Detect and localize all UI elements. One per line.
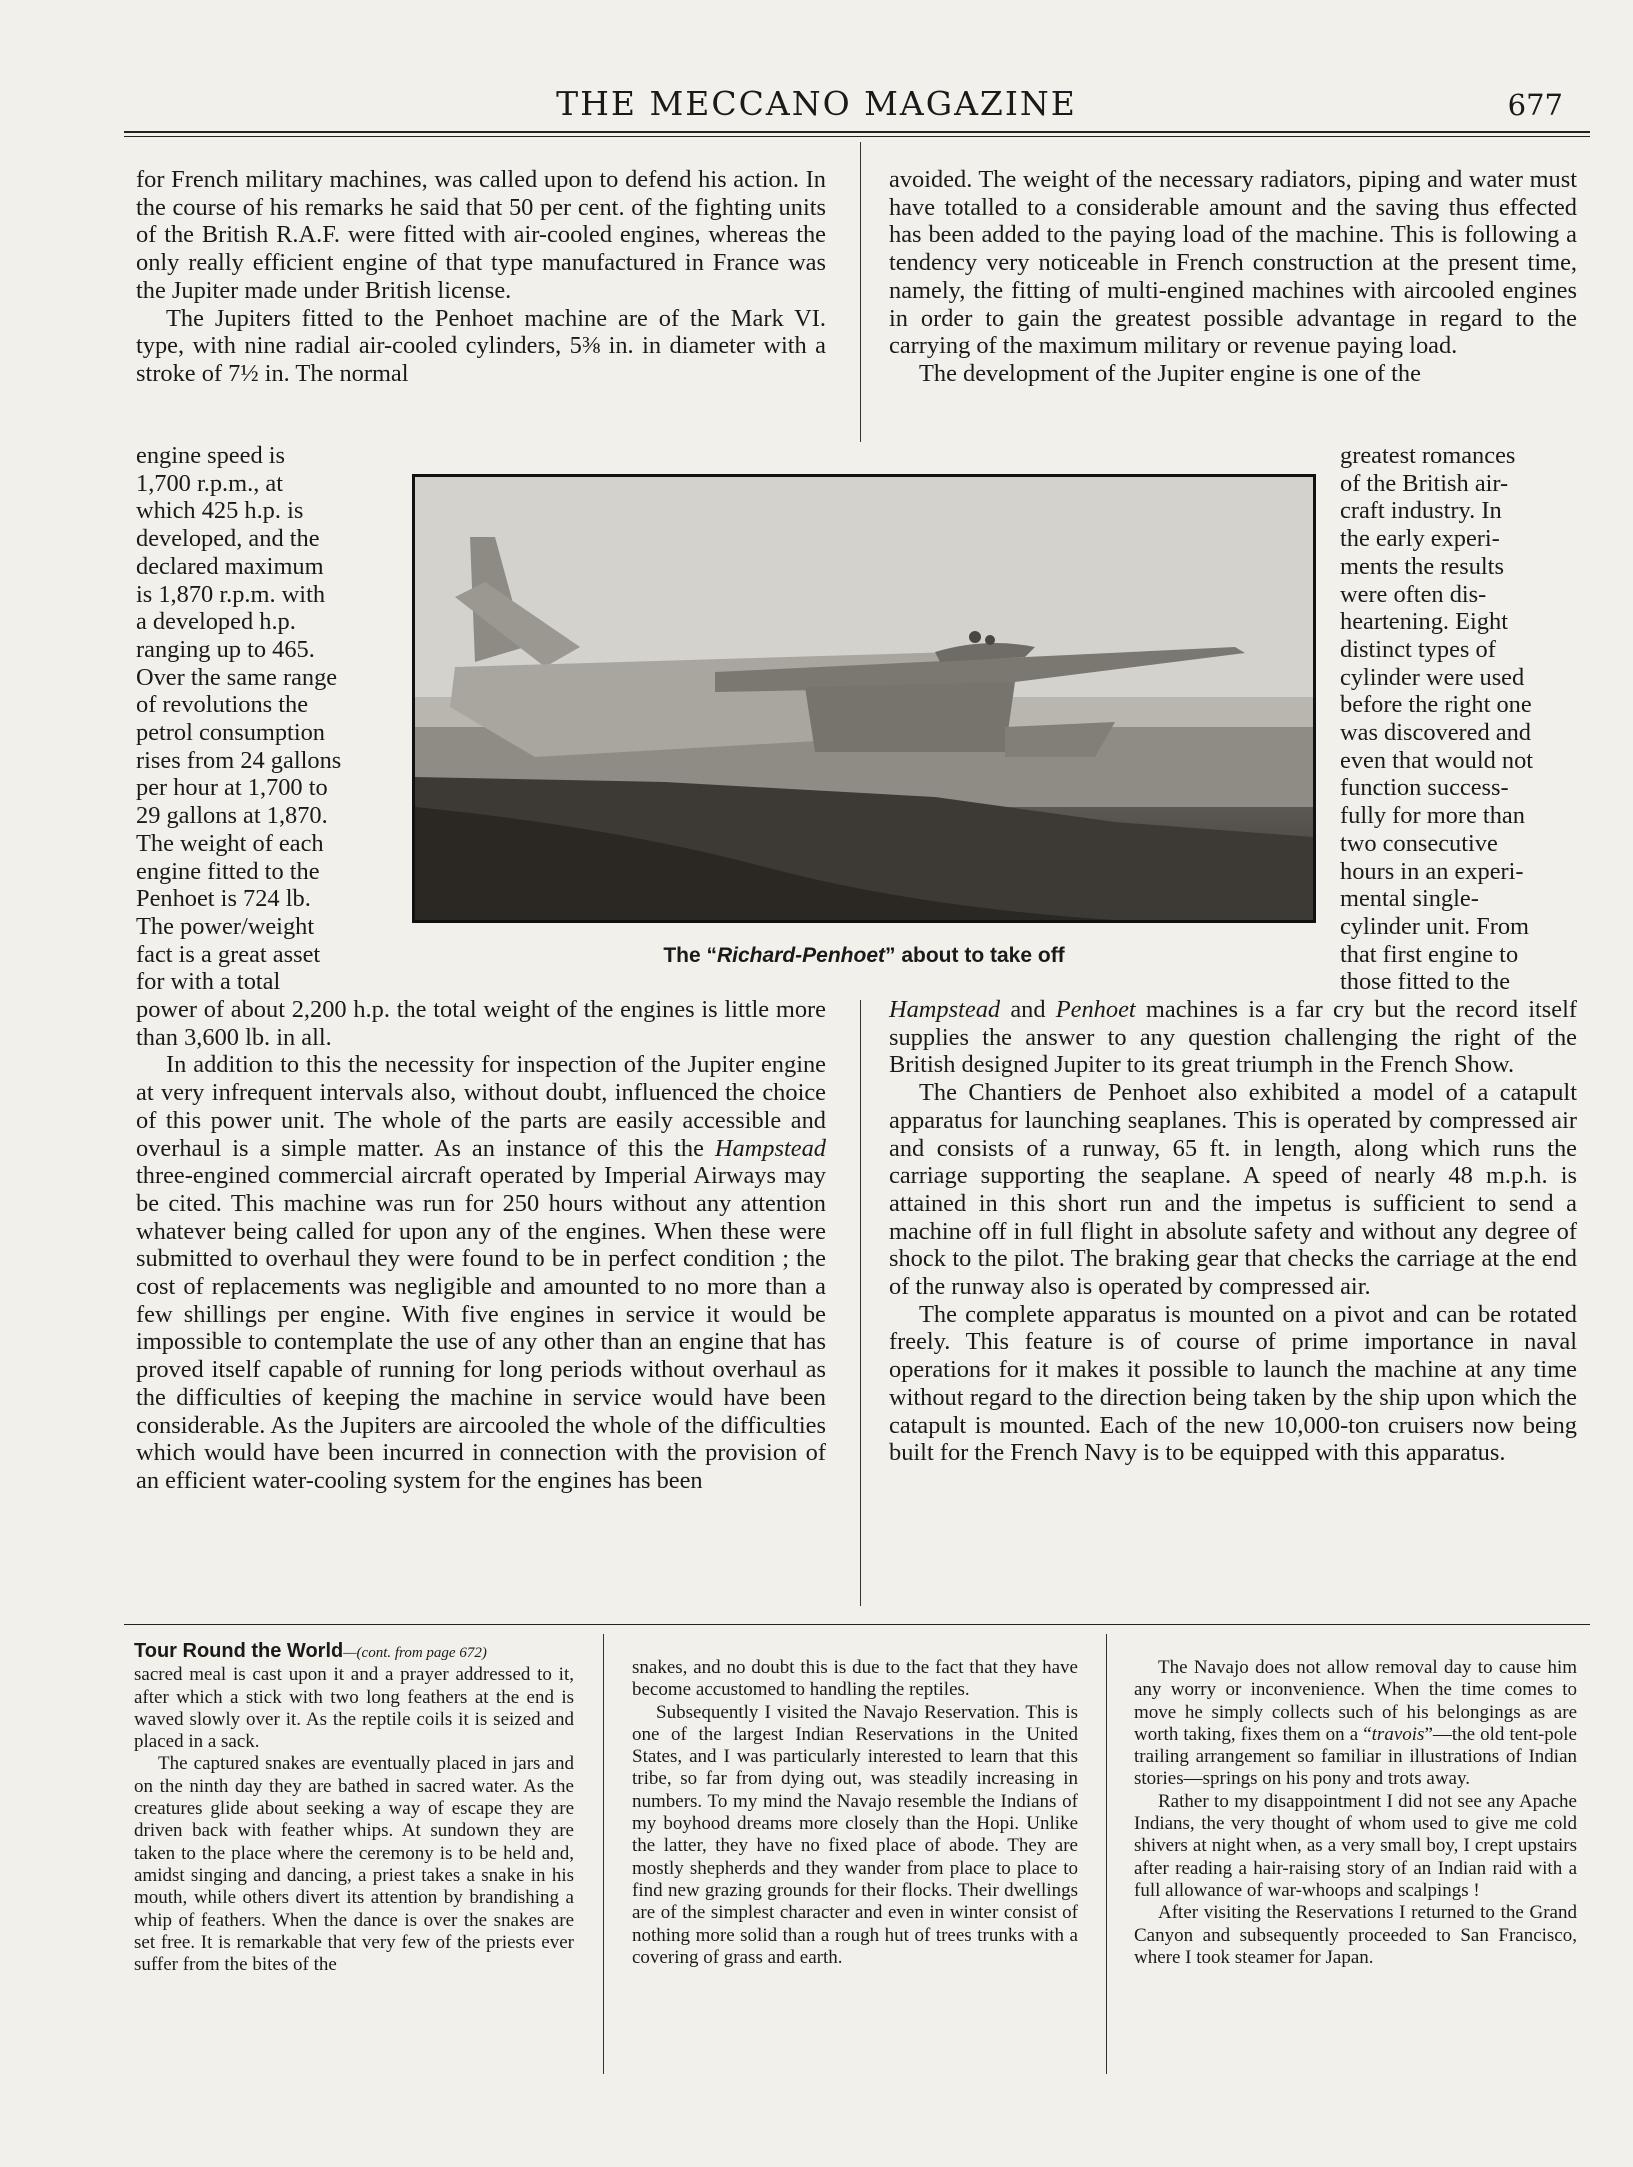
caption-suffix: ” about to take off [885, 944, 1065, 967]
right-column-bottom [889, 996, 1577, 1467]
left-column-top [136, 166, 826, 388]
narrow-line: was discovered and [1340, 719, 1531, 747]
bottom-column-3 [1134, 1657, 1577, 1969]
narrow-line: function success- [1340, 774, 1509, 802]
column-divider-lower [860, 1000, 861, 1606]
narrow-line: petrol consumption [136, 719, 326, 747]
narrow-line: rises from 24 gallons [136, 746, 342, 774]
bottom-c3-p3: After visiting the Reservations I returned to the Grand Canyon and subsequently proceeded to San Francisco, where I took steamer for Japan. [1134, 1902, 1577, 1968]
narrow-line: mental single- [1340, 885, 1479, 913]
narrow-line: which 425 h.p. is [136, 497, 304, 525]
narrow-line: the early experi- [1340, 525, 1500, 553]
right-paragraph-1: avoided. The weight of the necessary radiators, piping and water must have totalled to a considerable amount and the saving thus effected has been added to the paying load of the machine. This is following a tendency very noticeable in French construction at the present time, namely, the fitting of multi-engined machines with aircooled engines in order to gain the greatest possible advantage in regard to the carrying of the maximum military or revenue paying load. [889, 166, 1577, 360]
narrow-line: craft industry. In [1340, 497, 1502, 525]
narrow-line: 29 gallons at 1,870. [136, 802, 328, 830]
caption-prefix: The “ [663, 944, 717, 967]
right-column-top [889, 166, 1577, 388]
right-narrow-text [1340, 442, 1577, 996]
bottom-c3-p1 [1134, 1657, 1577, 1791]
left-paragraph-2: The Jupiters fitted to the Penhoet machine are of the Mark VI. type, with nine radial air-cooled cylinders, 5⅜ in. in diameter with a stroke of 7½ in. The normal [136, 304, 826, 387]
narrow-line: The weight of each [136, 829, 324, 857]
narrow-line: Over the same range [136, 663, 338, 691]
narrow-line: before the right one [1340, 691, 1532, 719]
narrow-line: greatest romances [1340, 442, 1516, 469]
left-column-bottom [136, 996, 826, 1495]
narrow-line: is 1,870 r.p.m. with [136, 580, 326, 608]
narrow-line: for with a total [136, 968, 281, 996]
left-p4-text: In addition to this the necessity for inspection of the Jupiter engine at very infrequent intervals also, without doubt, influenced the choice of this power unit. The whole of the parts are easily accessible and overhaul is a simple matter. As an instance of this the [136, 1051, 826, 1162]
narrow-line: cylinder unit. From [1340, 912, 1530, 940]
right-p3-text: machines is a far cry but the record itself supplies the answer to any question challenging the right of the British designed Jupiter to its great triumph in the French Show. [889, 996, 1577, 1079]
narrow-line: were often dis- [1340, 580, 1487, 608]
seaplane-photograph [412, 474, 1316, 923]
left-paragraph-1: for French military machines, was called upon to defend his action. In the course of his remarks he said that 50 per cent. of the fighting units of the British R.A.F. were fitted with air-cooled engines, whereas the only really efficient engine of that type manufactured in France was the Jupiter made under British license. [136, 166, 826, 304]
left-narrow-text [136, 442, 376, 996]
bottom-c3-p2: Rather to my disappointment I did not see any Apache Indians, the very thought of whom used to give me cold shivers at night when, as a very small boy, I crept upstairs after reading a hair-raising story of an Indian raid with a full allowance of war-whoops and scalpings ! [1134, 1790, 1577, 1901]
photo-caption [412, 944, 1316, 968]
column-divider-upper [860, 142, 861, 442]
bottom-divider-2 [1106, 1634, 1107, 2074]
bottom-c1-p1: sacred meal is cast upon it and a prayer addressed to it, after which a stick with two long feathers at the end is waved slowly over it. As the reptile coils it is seized and placed in a sack. [134, 1664, 574, 1753]
narrow-line: of revolutions the [136, 691, 309, 719]
seaplane-illustration [415, 477, 1313, 920]
narrow-line: per hour at 1,700 to [136, 774, 328, 802]
narrow-line: engine fitted to the [136, 857, 320, 885]
caption-aircraft-name: Richard-Penhoet [716, 944, 886, 967]
narrow-line: distinct types of [1340, 635, 1496, 663]
magazine-title: THE MECCANO MAGAZINE [556, 84, 1077, 123]
narrow-line: two consecutive [1340, 829, 1498, 857]
narrow-line: 1,700 r.p.m., at [136, 469, 284, 497]
narrow-line: even that would not [1340, 746, 1534, 774]
narrow-line: developed, and the [136, 525, 320, 553]
narrow-line: fully for more than [1340, 802, 1525, 830]
bottom-c2-p1: snakes, and no doubt this is due to the fact that they have become accustomed to handling the reptiles. [632, 1657, 1078, 1701]
narrow-line: ments the results [1340, 552, 1504, 580]
article-heading: Tour Round the World [134, 1640, 344, 1662]
bottom-heading [134, 1640, 574, 1664]
narrow-line: those fitted to the [1340, 968, 1511, 996]
right-paragraph-2: The development of the Jupiter engine is one of the [919, 359, 1421, 387]
bottom-divider-1 [603, 1634, 604, 2074]
narrow-line: of the British air- [1340, 469, 1509, 497]
left-paragraph-3: power of about 2,200 h.p. the total weight of the engines is little more than 3,600 lb. in all. [136, 996, 826, 1051]
header-rule-top [124, 131, 1590, 133]
narrow-line: cylinder were used [1340, 663, 1525, 691]
c3-p1-text: The Navajo does not allow removal day to cause him any worry or inconvenience. When the time comes to move he simply collects such of his belongings as are worth taking, fixes them on a “ [1134, 1657, 1577, 1745]
aircraft-name-hampstead: Hampstead [714, 1134, 826, 1162]
right-paragraph-5: The complete apparatus is mounted on a pivot and can be rotated freely. This feature is of course of prime importance in naval operations for it makes it possible to launch the machine at any time without regard to the direction being taken by the ship upon which the catapult is mounted. Each of the new 10,000-ton cruisers now being built for the French Navy is to be equipped with this apparatus. [889, 1300, 1577, 1467]
left-p4-text-cont: three-engined commercial aircraft operated by Imperial Airways may be cited. This machine was run for 250 hours without any attention whatever being called for upon any of the engines. When these were submitted to overhaul they were found to be in perfect condition ; the cost of replacements was negligible and amounted to no more than a few shillings per engine. With five engines in service it would be impossible to contemplate the use of any other than an engine that has proved itself capable of running for long periods without overhaul as the difficulties of keeping the machine in service would have been considerable. As the Jupiters are aircooled the whole of the difficulties which would have been incurred in connection with the provision of an efficient water-cooling system for the engines has been [136, 1162, 826, 1494]
right-p3-and: and [1010, 996, 1046, 1023]
narrow-line: a developed h.p. [136, 608, 296, 636]
left-paragraph-4 [136, 1051, 826, 1494]
bottom-section-rule [124, 1624, 1590, 1625]
bottom-column-1 [134, 1640, 574, 1976]
narrow-line: engine speed is [136, 442, 286, 469]
travois-word: travois [1371, 1723, 1425, 1745]
narrow-line: that first engine to [1340, 940, 1519, 968]
bottom-column-2 [632, 1657, 1078, 1969]
aircraft-name-hampstead: Hampstead [889, 996, 1001, 1023]
narrow-line: The power/weight [136, 912, 315, 940]
narrow-line: fact is a great asset [136, 940, 321, 968]
bottom-c2-p2: Subsequently I visited the Navajo Reservation. This is one of the largest Indian Reservations in the United States, and I was particularly interested to learn that this tribe, so far from dying out, was steadily increasing in numbers. To my mind the Navajo resemble the Indians of my boyhood dreams more closely than the Hopi. Unlike the latter, they have no fixed place of abode. They are mostly shepherds and they wander from place to place to find new grazing grounds for their flocks. Their dwellings are of the simplest character and even in winter consist of nothing more solid than a rough hut of trees trunks with a covering of grass and earth. [632, 1701, 1078, 1968]
narrow-line: ranging up to 465. [136, 635, 315, 663]
right-paragraph-3 [889, 996, 1577, 1079]
narrow-line: declared maximum [136, 552, 324, 580]
bottom-c1-p2: The captured snakes are eventually placed in jars and on the ninth day they are bathed in sacred water. As the creatures glide about seeking a way of escape they are driven back with feather whips. At sundown they are taken to the place where the ceremony is to be held and, amidst singing and dancing, a priest takes a snake in his mouth, while others divert its attention by brandishing a whip of feathers. When the dance is over the snakes are set free. It is remarkable that very few of the priests ever suffer from the bites of the [134, 1753, 574, 1976]
c3-p1-text-cont: ”—the old tent-pole trailing arrangement so familiar in illustrations of Indian stories—springs on his pony and trots away. [1134, 1723, 1577, 1790]
header-rule-bottom [124, 136, 1590, 137]
right-paragraph-4: The Chantiers de Penhoet also exhibited a model of a catapult apparatus for launching seaplanes. This is operated by compressed air and consists of a runway, 65 ft. in length, along which runs the carriage supporting the seaplane. A speed of nearly 48 m.p.h. is attained in this short run and the impetus is sufficient to send a machine off in full flight in absolute safety and without any degree of shock to the pilot. The braking gear that checks the carriage at the end of the runway also is operated by compressed air. [889, 1079, 1577, 1301]
narrow-line: heartening. Eight [1340, 608, 1508, 636]
continued-note: —(cont. from page 672) [343, 1645, 487, 1661]
aircraft-name-penhoet: Penhoet [1055, 996, 1136, 1023]
page-number: 677 [1507, 88, 1563, 122]
narrow-line: hours in an experi- [1340, 857, 1524, 885]
narrow-line: Penhoet is 724 lb. [136, 885, 311, 913]
